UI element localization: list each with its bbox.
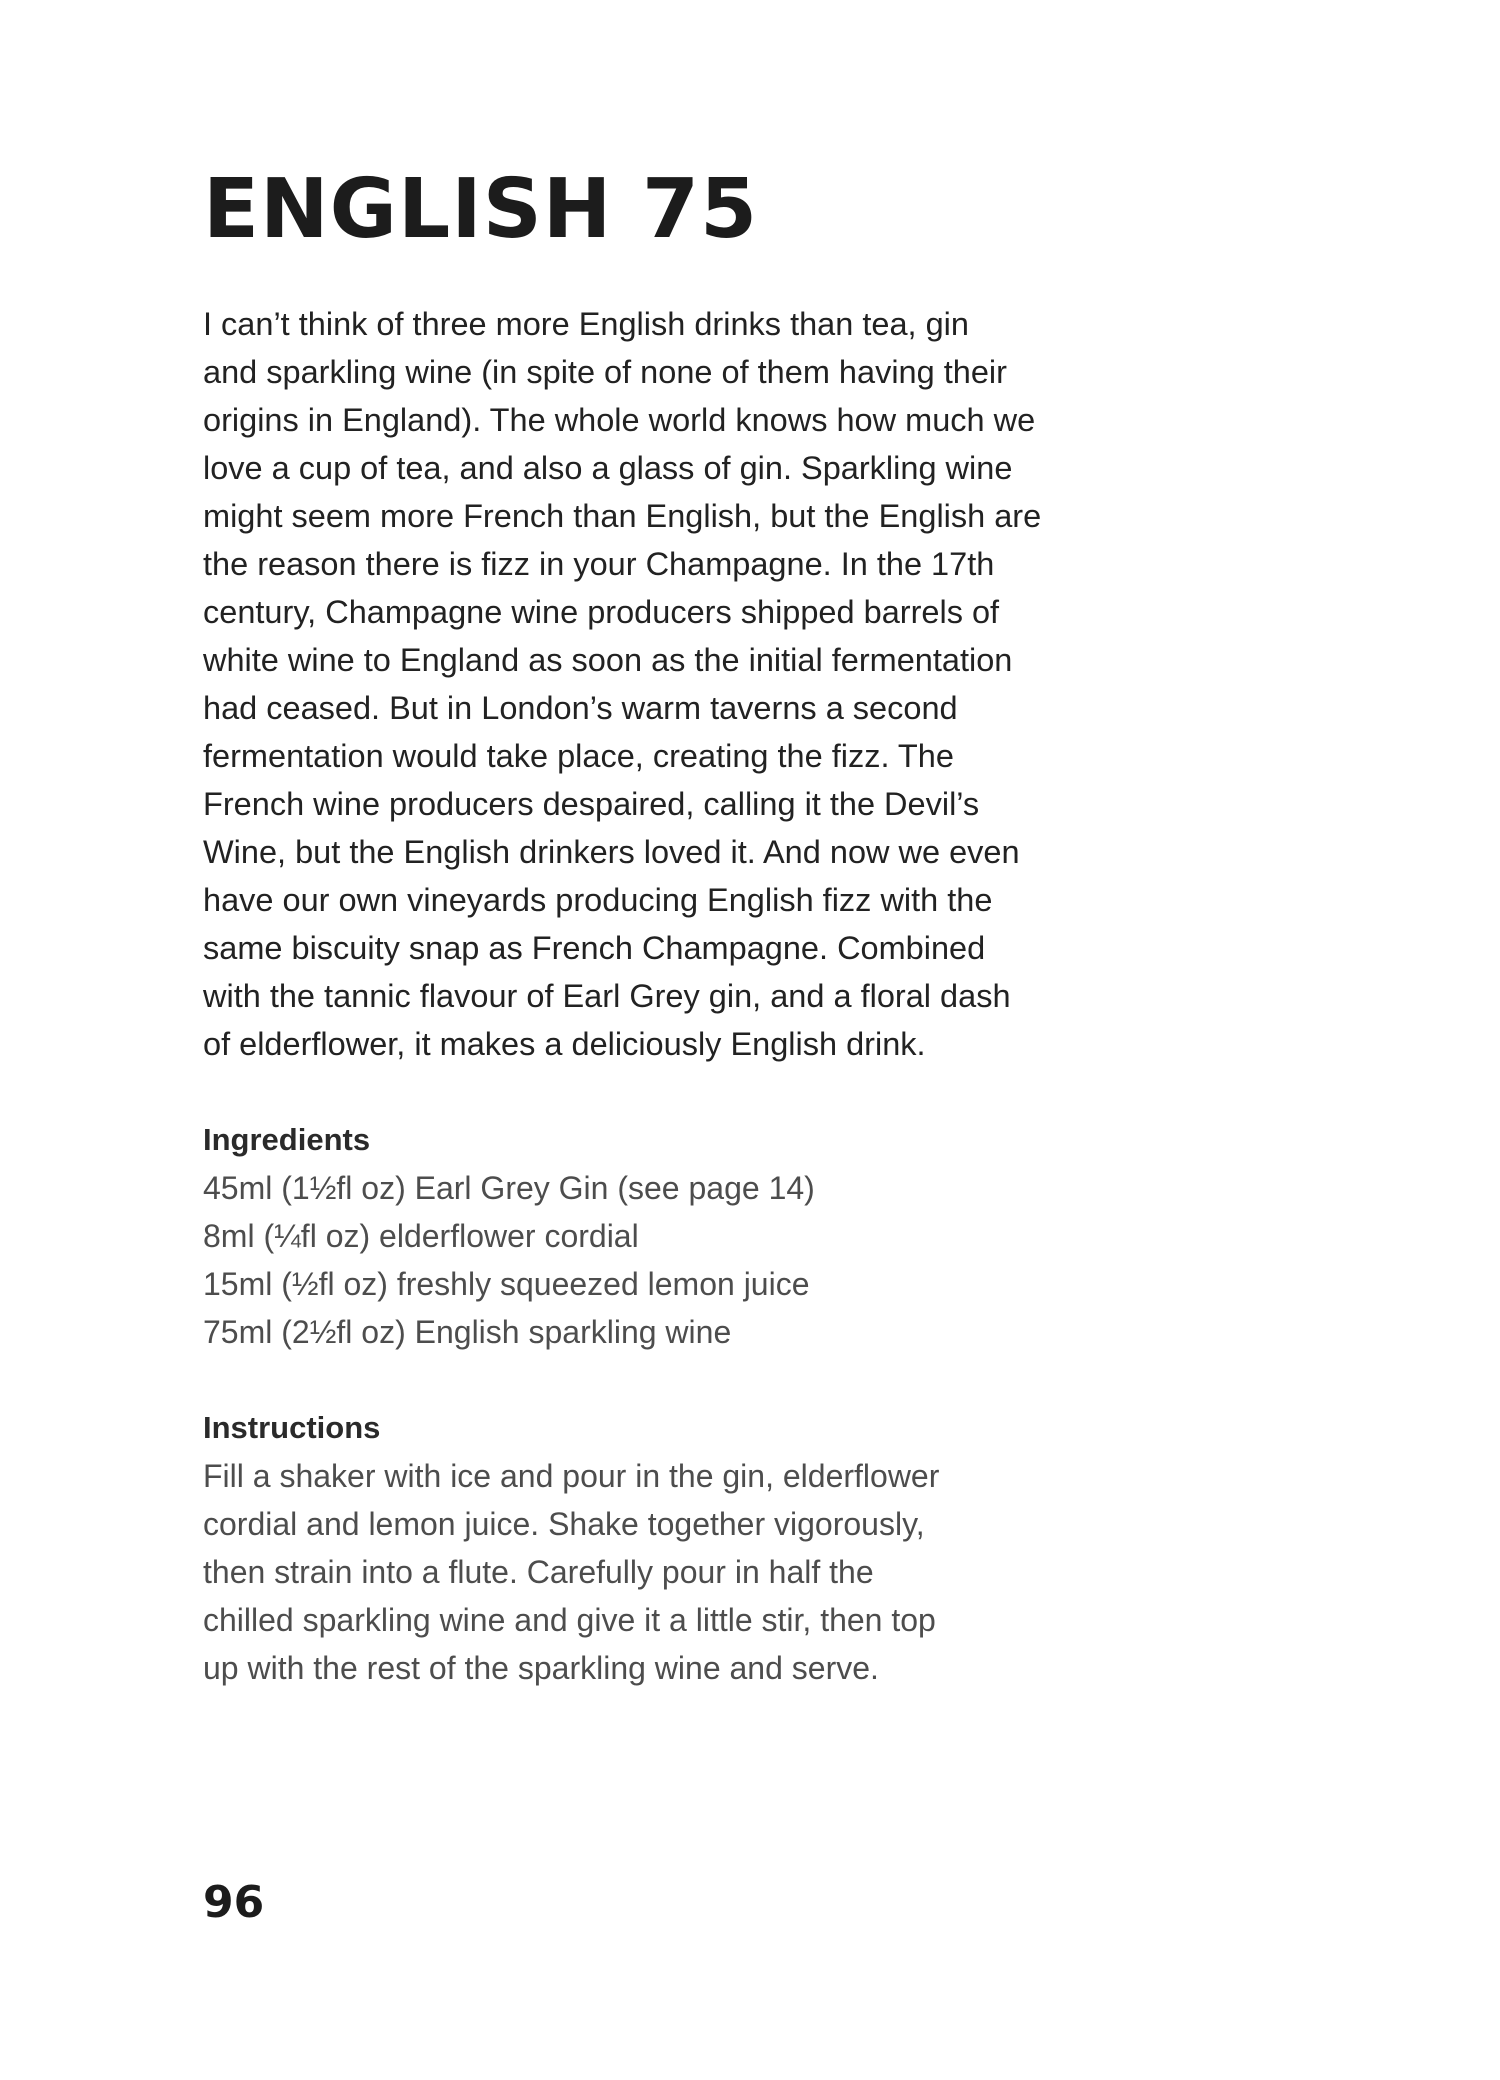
intro-line: love a cup of tea, and also a glass of gin. Sparkling wine (203, 450, 1013, 486)
intro-line: with the tannic flavour of Earl Grey gin, and a floral dash (203, 978, 1011, 1014)
intro-line: fermentation would take place, creating the fizz. The (203, 738, 954, 774)
ingredient-item: 8ml (¼fl oz) elderflower cordial (203, 1218, 639, 1254)
intro-line: I can’t think of three more English drinks than tea, gin (203, 306, 969, 342)
instructions-section (203, 1404, 1133, 1692)
intro-line: of elderflower, it makes a deliciously English drink. (203, 1026, 926, 1062)
intro-paragraph (203, 300, 1133, 1068)
intro-line: the reason there is fizz in your Champagne. In the 17th (203, 546, 995, 582)
intro-line: origins in England). The whole world knows how much we (203, 402, 1036, 438)
intro-line: white wine to England as soon as the initial fermentation (203, 642, 1013, 678)
ingredient-item: 45ml (1½fl oz) Earl Grey Gin (see page 14) (203, 1170, 815, 1206)
instructions-heading: Instructions (203, 1410, 381, 1445)
ingredient-item: 15ml (½fl oz) freshly squeezed lemon juice (203, 1266, 810, 1302)
page-number: 96 (203, 1877, 265, 1928)
ingredients-section (203, 1116, 1133, 1356)
instruction-line: cordial and lemon juice. Shake together vigorously, (203, 1506, 925, 1542)
intro-line: same biscuity snap as French Champagne. Combined (203, 930, 986, 966)
instruction-line: chilled sparkling wine and give it a little stir, then top (203, 1602, 936, 1638)
recipe-title: ENGLISH 75 (203, 162, 759, 257)
intro-line: have our own vineyards producing English fizz with the (203, 882, 993, 918)
intro-line: French wine producers despaired, calling it the Devil’s (203, 786, 980, 822)
intro-line: century, Champagne wine producers shipped barrels of (203, 594, 1000, 630)
intro-line: had ceased. But in London’s warm taverns a second (203, 690, 958, 726)
instruction-line: then strain into a flute. Carefully pour in half the (203, 1554, 874, 1590)
instruction-line: up with the rest of the sparkling wine and serve. (203, 1650, 879, 1686)
instruction-line: Fill a shaker with ice and pour in the gin, elderflower (203, 1458, 940, 1494)
intro-line: and sparkling wine (in spite of none of them having their (203, 354, 1007, 390)
ingredient-item: 75ml (2½fl oz) English sparkling wine (203, 1314, 732, 1350)
intro-line: might seem more French than English, but the English are (203, 498, 1042, 534)
ingredients-heading: Ingredients (203, 1122, 371, 1157)
intro-line: Wine, but the English drinkers loved it. And now we even (203, 834, 1020, 870)
